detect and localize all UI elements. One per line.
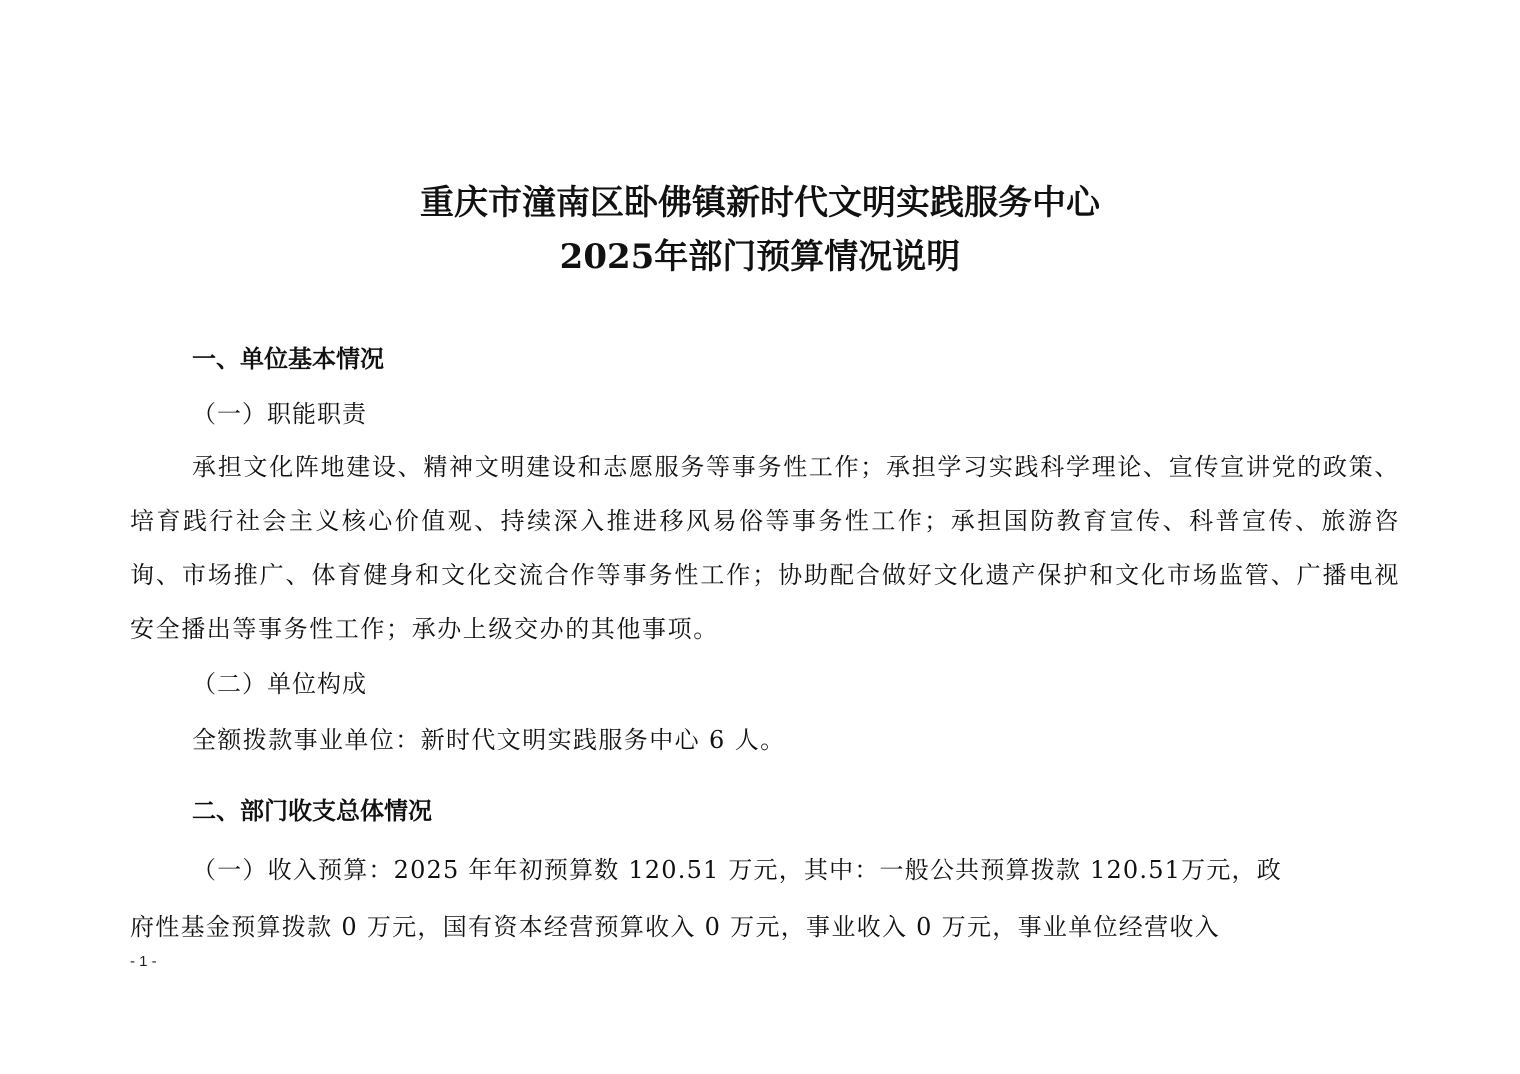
section1-sub1-paragraph: 承担文化阵地建设、精神文明建设和志愿服务等事务性工作；承担学习实践科学理论、宣传宣讲党的政策、培育践行社会主义核心价值观、持续深入推进移风易俗等事务性工作；承担国防教育宣传、科普宣传、旅游咨询、市场推广、体育健身和文化交流合作等事务性工作；协助配合做好文化遗产保护和文化市场监管、广播电视安全播出等事务性工作；承办上级交办的其他事项。 (130, 453, 1400, 643)
section1-sub2-heading: （二）单位构成 (192, 670, 367, 698)
section1-sub1-heading: （一）职能职责 (192, 400, 367, 428)
section2-income-line2: 府性基金预算拨款 0 万元，国有资本经营预算收入 0 万元，事业收入 0 万元，事业单位经营收入 (130, 913, 1220, 941)
page-number: - 1 - (130, 953, 157, 970)
section1-sub2-paragraph: 全额拨款事业单位：新时代文明实践服务中心 6 人。 (192, 726, 786, 754)
section2-income-line1: （一）收入预算：2025 年年初预算数 120.51 万元，其中：一般公共预算拨款 120.51万元，政 (192, 856, 1282, 884)
section2-heading: 二、部门收支总体情况 (192, 797, 432, 825)
section1-heading: 一、单位基本情况 (192, 345, 384, 373)
document-title-line1: 重庆市潼南区卧佛镇新时代文明实践服务中心 (420, 183, 1100, 223)
document-title-line2: 2025年部门预算情况说明 (559, 237, 961, 277)
